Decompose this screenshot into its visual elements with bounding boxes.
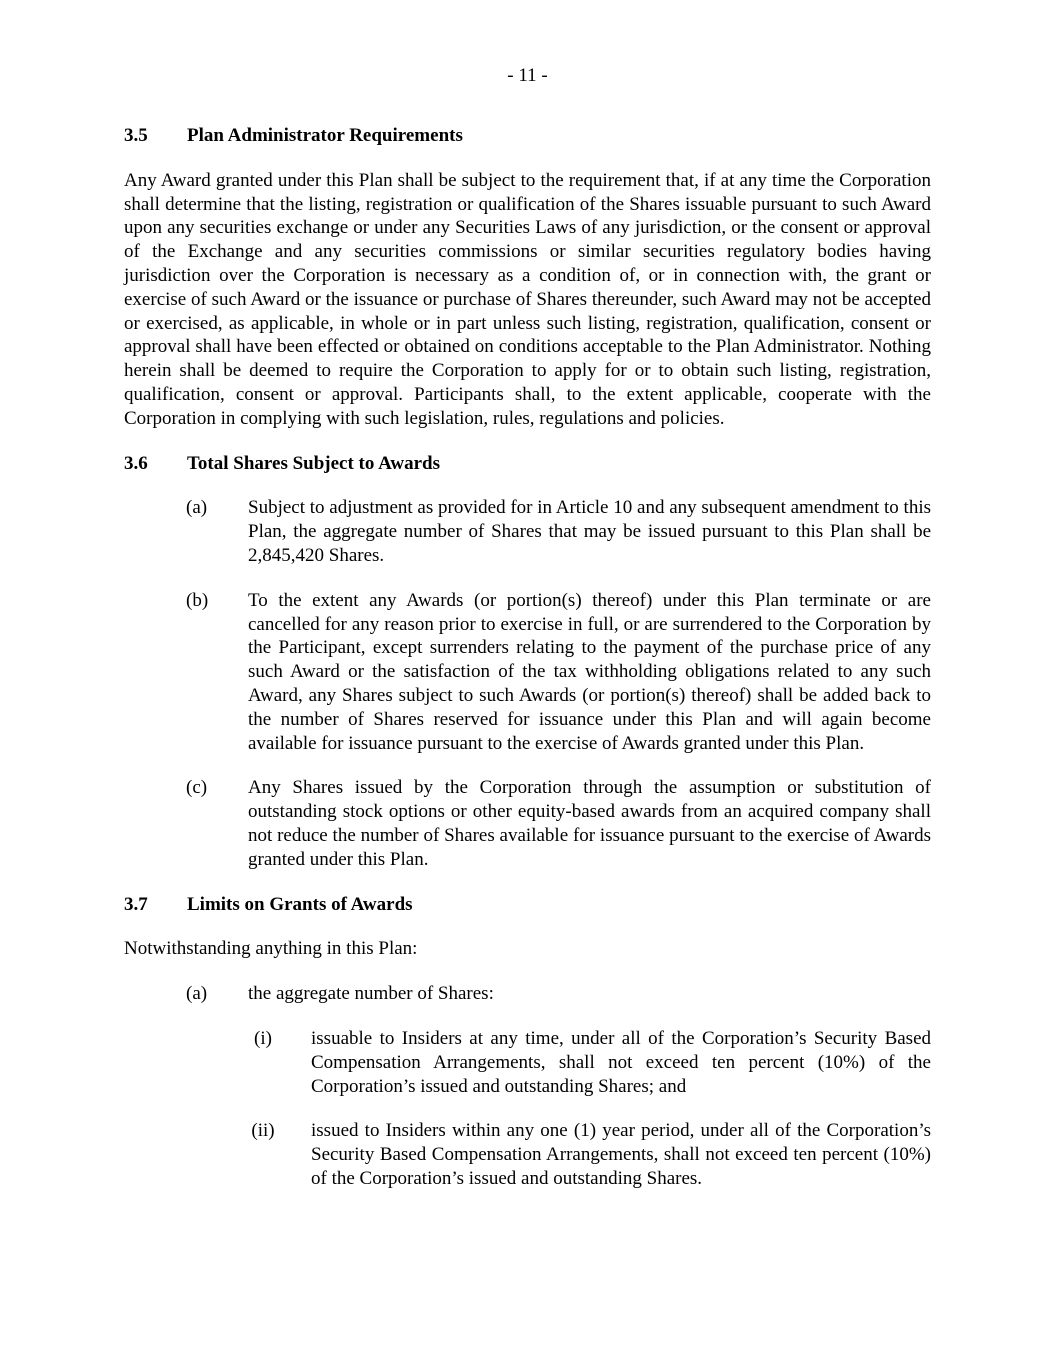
list-item bbox=[124, 589, 931, 756]
page-content bbox=[124, 124, 931, 1212]
section-heading-3-7 bbox=[124, 893, 931, 917]
item-text: Subject to adjustment as provided for in Article 10 and any subsequent amendment to this Plan, the aggregate number of Shares that may be issued pursuant to this Plan shall be 2,845,420 Shares. bbox=[248, 497, 931, 566]
section-heading-3-5 bbox=[124, 124, 931, 148]
section-3-5-body: Any Award granted under this Plan shall be subject to the requirement that, if at any time the Corporation shall determine that the listing, registration or qualification of the Shares issuable pursuant to such Award upon any securities exchange or under any Securities Laws of any jurisdiction, or the consent or approval of the Exchange and any securities commissions or similar securities regulatory bodies having jurisdiction over the Corporation is necessary as a condition of, or in connection with, the grant or exercise of such Award or the issuance or purchase of Shares thereunder, such Award may not be accepted or exercised, as applicable, in whole or in part unless such listing, registration, qualification, consent or approval shall have been effected or obtained on conditions acceptable to the Plan Administrator. Nothing herein shall be deemed to require the Corporation to apply for or to obtain such listing, registration, qualification, consent or approval. Participants shall, to the extent applicable, cooperate with the Corporation in complying with such legislation, rules, regulations and policies. bbox=[124, 169, 931, 429]
item-text: Any Shares issued by the Corporation through the assumption or substitution of outstanding stock options or other equity-based awards from an acquired company shall not reduce the number of Shares available for issuance pursuant to the exercise of Awards granted under this Plan. bbox=[248, 777, 931, 870]
item-label: (a) bbox=[186, 983, 208, 1005]
section-number: 3.5 bbox=[124, 125, 148, 146]
section-title: Total Shares Subject to Awards bbox=[187, 452, 441, 474]
section-title: Limits on Grants of Awards bbox=[187, 893, 413, 915]
item-label: (c) bbox=[186, 777, 208, 799]
item-text: the aggregate number of Shares: bbox=[248, 983, 494, 1005]
item-label: (a) bbox=[186, 497, 208, 519]
section-title: Plan Administrator Requirements bbox=[187, 125, 463, 146]
list-item bbox=[124, 982, 931, 1006]
section-number: 3.6 bbox=[124, 452, 148, 474]
item-text: To the extent any Awards (or portion(s) thereof) under this Plan terminate or are cancelled for any reason prior to exercise in full, or are surrendered to the Corporation by the Participant, except surrenders relating to the payment of the purchase price of any such Award or the satisfaction of the tax withholding obligations related to any such Award, any Shares subject to such Awards (or portion(s) thereof) shall be added back to the number of Shares reserved for issuance under this Plan and will again become available for issuance pursuant to the exercise of Awards granted under this Plan. bbox=[248, 589, 931, 754]
section-number: 3.7 bbox=[124, 893, 148, 915]
subitem-label: (i) bbox=[254, 1027, 272, 1049]
list-item bbox=[124, 496, 931, 567]
sub-list-item bbox=[124, 1027, 931, 1098]
subitem-label: (ii) bbox=[251, 1120, 275, 1142]
sub-list-item bbox=[124, 1119, 931, 1190]
subitem-text: issuable to Insiders at any time, under all of the Corporation’s Security Based Compensation Arrangements, shall not exceed ten percent (10%) of the Corporation’s issued and outstanding Shares; and bbox=[311, 1027, 931, 1097]
section-heading-3-6 bbox=[124, 452, 931, 476]
subitem-text: issued to Insiders within any one (1) year period, under all of the Corporation’s Security Based Compensation Arrangements, shall not exceed ten percent (10%) of the Corporation’s issued and outstanding Shares. bbox=[311, 1120, 931, 1189]
page-number: - 11 - bbox=[507, 65, 548, 86]
item-label: (b) bbox=[186, 589, 209, 611]
section-3-7-intro: Notwithstanding anything in this Plan: bbox=[124, 938, 418, 960]
list-item bbox=[124, 776, 931, 871]
